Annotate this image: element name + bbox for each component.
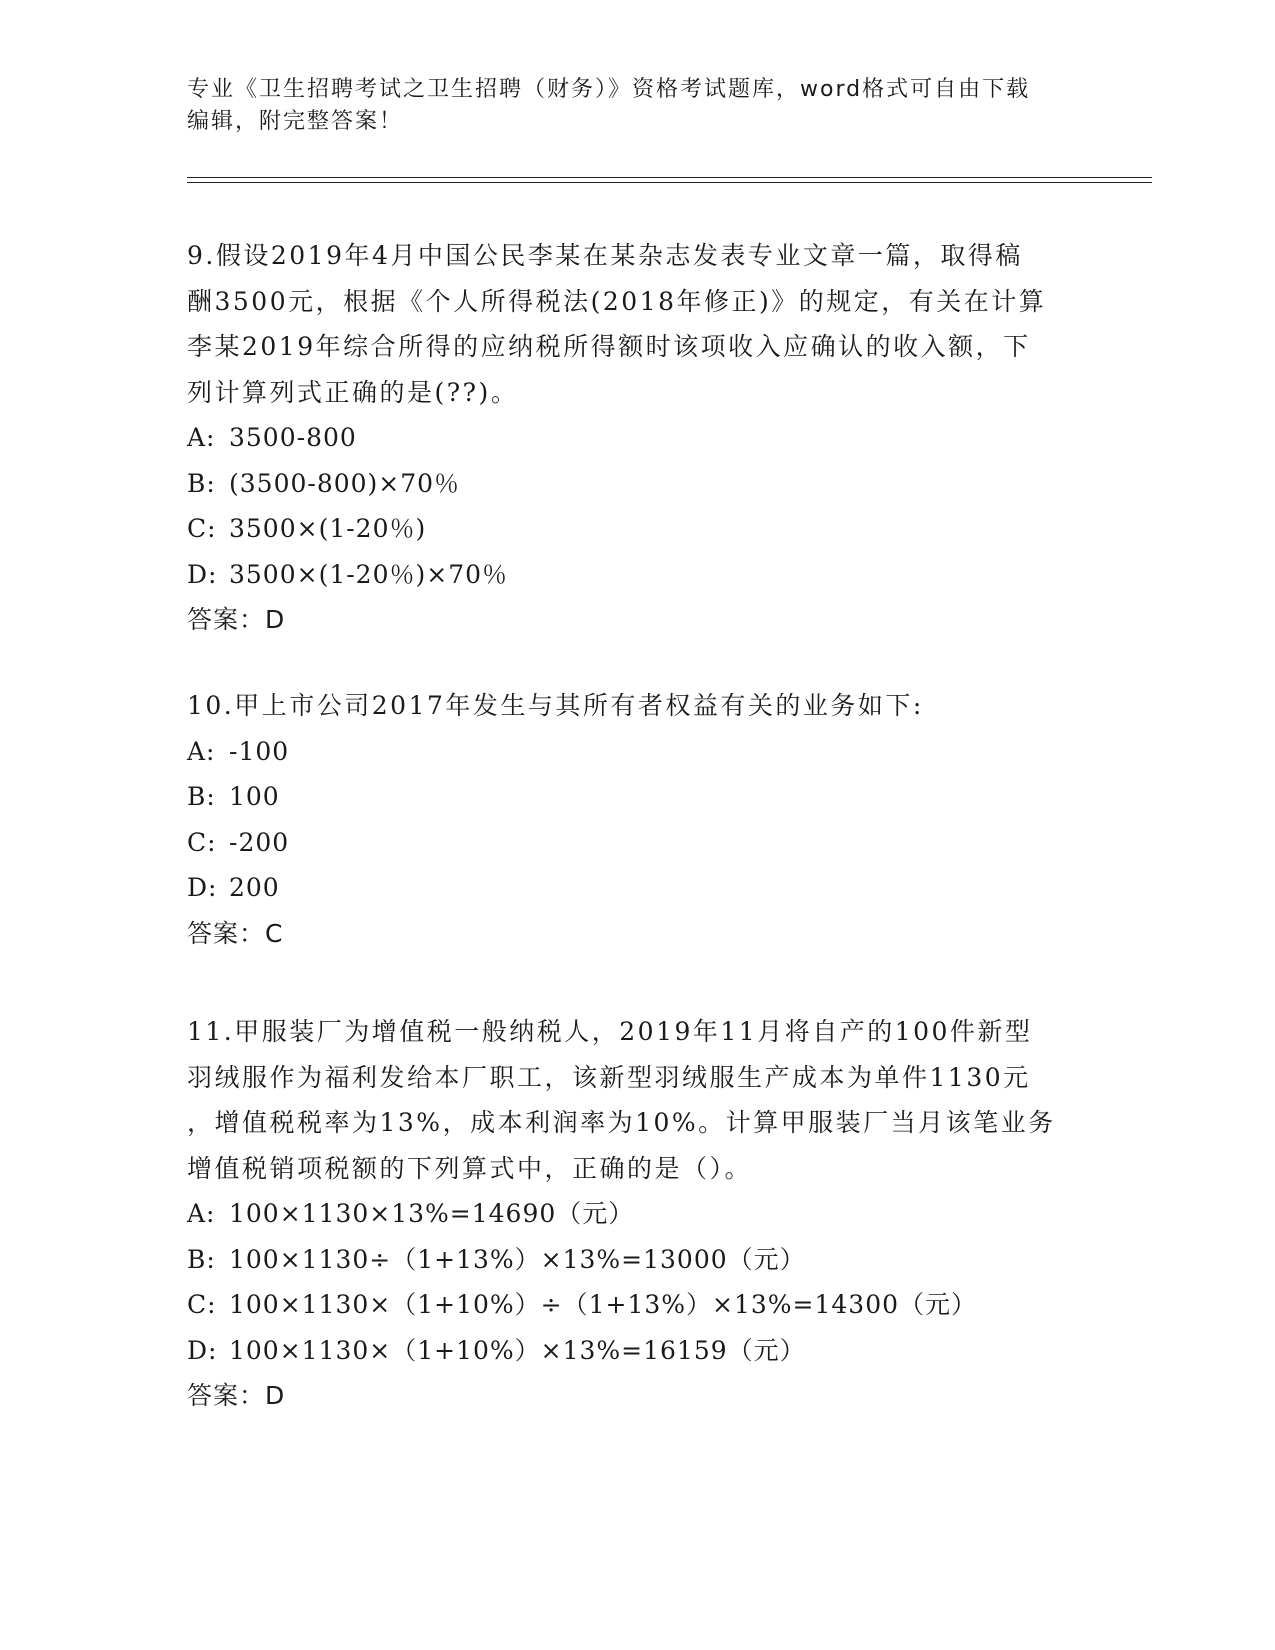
option-c (187, 506, 1087, 552)
option-c (187, 1282, 1087, 1328)
answer: 答案：D (187, 605, 286, 634)
option-text: -200 (229, 827, 290, 857)
option-key: D: (187, 559, 218, 589)
stem-line: 10.甲上市公司2017年发生与其所有者权益有关的业务如下: (187, 691, 924, 720)
header-line-1: 专业《卫生招聘考试之卫生招聘（财务）》资格考试题库，word格式可自由下载 (187, 77, 1031, 102)
option-text: -100 (229, 736, 290, 766)
stem-line: 列计算列式正确的是(??)。 (187, 377, 519, 407)
header-line-2: 编辑，附完整答案！ (187, 109, 404, 134)
stem-line: 酬3500元，根据《个人所得税法(2018年修正)》的规定，有关在计算 (187, 286, 1047, 316)
option-key: C: (187, 514, 217, 543)
document-header (187, 74, 1087, 138)
option-text: 3500-800 (229, 423, 357, 452)
option-text: 3500×(1-20％)×70％ (229, 559, 509, 589)
stem-line: 羽绒服作为福利发给本厂职工，该新型羽绒服生产成本为单件1130元 (187, 1062, 1031, 1092)
option-d (187, 1328, 1087, 1374)
option-b (187, 1237, 1087, 1283)
option-text: 100×1130×13%=14690（元） (229, 1199, 635, 1228)
question-stem (187, 1009, 1087, 1191)
option-key: B: (187, 1244, 216, 1274)
option-b (187, 461, 1087, 507)
answer: 答案：C (187, 918, 284, 948)
question-stem (187, 683, 1087, 729)
stem-line: 增值税销项税额的下列算式中，正确的是（）。 (187, 1153, 753, 1183)
option-key: B: (187, 782, 216, 811)
option-text: 100×1130÷（1+13%）×13%=13000（元） (229, 1244, 806, 1274)
question-11 (187, 1009, 1087, 1419)
option-key: A: (187, 423, 216, 452)
option-key: B: (187, 468, 216, 498)
option-text: 100 (229, 782, 280, 811)
stem-line: 9.假设2019年4月中国公民李某在某杂志发表专业文章一篇，取得稿 (187, 241, 1023, 270)
stem-line: 11.甲服装厂为增值税一般纳税人，2019年11月将自产的100件新型 (187, 1017, 1033, 1046)
question-stem (187, 233, 1087, 415)
stem-line: ，增值税税率为13%，成本利润率为10%。计算甲服装厂当月该笔业务 (187, 1108, 1056, 1137)
option-a (187, 1191, 1087, 1237)
option-b (187, 774, 1087, 820)
option-d (187, 552, 1087, 598)
option-d (187, 865, 1087, 911)
header-divider-bottom (187, 182, 1152, 183)
option-key: C: (187, 827, 217, 857)
stem-line: 李某2019年综合所得的应纳税所得额时该项收入应确认的收入额，下 (187, 332, 1031, 361)
answer: 答案：D (187, 1381, 286, 1410)
option-a (187, 415, 1087, 461)
option-key: C: (187, 1290, 217, 1319)
option-key: A: (187, 736, 216, 766)
option-key: D: (187, 873, 218, 902)
option-text: 100×1130×（1+10%）×13%=16159（元） (229, 1335, 806, 1365)
option-key: D: (187, 1335, 218, 1365)
option-text: 3500×(1-20％) (229, 514, 427, 543)
option-a (187, 729, 1087, 775)
header-divider-top (187, 177, 1152, 178)
option-text: (3500-800)×70％ (229, 468, 461, 498)
option-text: 200 (229, 873, 280, 902)
question-10 (187, 683, 1087, 956)
option-c (187, 820, 1087, 866)
option-key: A: (187, 1199, 216, 1228)
option-text: 100×1130×（1+10%）÷（1+13%）×13%=14300（元） (229, 1290, 978, 1319)
question-9 (187, 233, 1087, 643)
